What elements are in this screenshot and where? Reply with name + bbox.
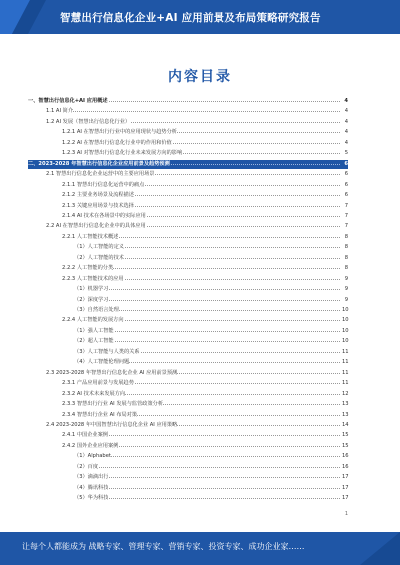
toc-entry-page: 4 <box>342 139 348 148</box>
toc-entry[interactable] <box>74 494 348 503</box>
toc-entry-title: （5）华为科技 <box>74 495 109 502</box>
toc-entry-title: 1.2.3 AI 对智慧出行信息化行业未来发展方向的影响 <box>62 150 183 157</box>
dot-leader <box>74 498 340 499</box>
toc-entry-page: 8 <box>342 264 348 273</box>
toc-entry-title: 2.1.1 智慧出行信息化运营中的痛点 <box>62 181 145 188</box>
toc-entry-title: （1）人工智能的定义 <box>74 244 124 251</box>
toc-entry-page: 10 <box>342 338 349 345</box>
toc-entry[interactable] <box>74 337 348 346</box>
toc-entry[interactable] <box>74 254 348 263</box>
toc-entry-title: （2）人工智能的技术 <box>74 254 124 261</box>
toc-entry[interactable] <box>62 400 348 409</box>
dot-leader <box>74 300 340 301</box>
toc-entry-title: 1.2 AI 发展（智慧出行信息化行业） <box>46 118 131 125</box>
toc-entry[interactable] <box>46 107 348 116</box>
toc-entry-title: 2.1.4 AI 技术在各场景中的实际应用 <box>62 212 146 219</box>
toc-entry[interactable] <box>62 316 348 325</box>
toc-entry-page: 15 <box>342 442 349 449</box>
toc-entry[interactable] <box>62 181 348 190</box>
toc-entry-title: （2）超人工智能 <box>74 338 114 345</box>
toc-entry[interactable] <box>74 306 348 315</box>
toc-entry[interactable] <box>62 149 348 158</box>
toc-entry-title: 2.1.2 主要业务场景及流程描述 <box>62 192 134 199</box>
toc-entry-page: 7 <box>342 212 348 221</box>
toc-entry-title: 1.1 AI 简介 <box>46 108 74 115</box>
toc-entry[interactable] <box>74 327 348 336</box>
dot-leader <box>74 456 340 457</box>
toc-entry-page: 11 <box>342 348 349 355</box>
toc-entry-title: 2.4 2023-2028 年中国智慧出行信息化企业 AI 应用策略 <box>46 421 178 428</box>
toc-entry-page: 17 <box>342 484 349 491</box>
toc-entry-title: （3）人工智能与人类的关系 <box>74 348 140 355</box>
toc-entry-title: （2）深度学习 <box>74 296 109 303</box>
toc-entry[interactable] <box>62 411 348 420</box>
toc-entry-page: 4 <box>342 107 348 116</box>
toc-entry-page: 9 <box>342 275 348 284</box>
toc-entry-page: 11 <box>342 380 349 387</box>
toc-entry-title: 2.3.2 AI 技术未来发展方向 <box>62 390 126 397</box>
toc-entry-title: 2.3.4 智慧出行企业 AI 布局对策 <box>62 411 138 418</box>
toc-entry-title: 2.3 2023-2028 年智慧出行信息化企业 AI 应用前景预测 <box>46 369 178 376</box>
footer-decoration <box>360 532 400 565</box>
toc-entry-title: 2.1.3 关键应用场景与技术选择 <box>62 202 134 209</box>
toc-entry-page: 8 <box>342 233 348 242</box>
toc-entry-title: 1.2.2 AI 在智慧出行信息化行业中的作用和价值 <box>62 139 172 146</box>
toc-entry-title: （1）Alphabet <box>74 453 111 460</box>
toc-entry-page: 6 <box>342 181 348 190</box>
toc-entry-title: 2.4.1 中国企业案例 <box>62 432 108 439</box>
toc-entry[interactable] <box>28 97 348 106</box>
toc-entry[interactable] <box>62 212 348 221</box>
toc-entry-title: 2.2.4 人工智能的发展方向 <box>62 317 124 324</box>
toc-entry[interactable] <box>62 275 348 284</box>
dot-leader <box>74 289 340 290</box>
toc-entry-page: 15 <box>342 432 349 439</box>
toc-entry-title: 2.1 智慧出行信息化企业运营中的主要应用场景 <box>46 171 155 178</box>
toc-entry[interactable] <box>74 285 348 294</box>
dot-leader <box>46 111 340 112</box>
toc-entry[interactable] <box>62 431 348 440</box>
toc-entry-title: 2.2.3 人工智能技术的应用 <box>62 275 124 282</box>
toc-entry[interactable] <box>62 390 348 399</box>
toc-entry-title: 一、智慧出行信息化+AI 应用概述 <box>28 98 108 104</box>
toc-entry-page: 10 <box>342 307 349 313</box>
toc-entry[interactable] <box>46 118 348 127</box>
toc-entry-title: 2.2.2 人工智能的分类 <box>62 265 114 272</box>
toc-entry-title: 2.2 AI 在智慧出行信息化企业中的具体应用 <box>46 223 146 230</box>
toc-entry-page: 17 <box>342 495 349 502</box>
toc-entry[interactable] <box>46 421 348 430</box>
toc-entry-page: 17 <box>342 474 349 481</box>
toc-entry[interactable] <box>74 358 348 367</box>
header-band <box>0 0 400 34</box>
toc-entry[interactable] <box>46 369 348 378</box>
footer-slogan: 让每个人都能成为 战略专家、管理专家、营销专家、投资专家、成功企业家…… <box>22 542 305 551</box>
toc-entry-page: 13 <box>342 401 349 408</box>
toc-entry[interactable] <box>62 139 348 148</box>
toc-entry-page: 8 <box>342 254 348 263</box>
toc-entry-page: 10 <box>342 327 349 334</box>
dot-leader <box>74 341 340 342</box>
toc-entry-title: （1）强人工智能 <box>74 327 114 334</box>
toc-entry[interactable] <box>46 222 348 231</box>
toc-entry[interactable] <box>62 191 348 200</box>
toc-entry-page: 4 <box>342 118 348 127</box>
toc-entry-page: 8 <box>342 243 348 252</box>
report-title: 智慧出行信息化企业+AI 应用前景及布局策略研究报告 <box>60 12 321 24</box>
logo-icon <box>0 0 46 34</box>
toc-entry-page: 16 <box>342 463 349 470</box>
toc-entry[interactable] <box>46 170 348 179</box>
toc-entry[interactable] <box>62 202 348 211</box>
toc-entry-title: （4）人工智能伦理问题 <box>74 359 130 366</box>
toc-entry-page: 6 <box>342 170 348 179</box>
toc-entry-page: 13 <box>342 411 349 418</box>
toc-entry-page: 14 <box>342 421 349 428</box>
toc-entry-title: （1）机器学习 <box>74 286 109 293</box>
toc-entry-title: 2.2.1 人工智能技术概述 <box>62 233 119 240</box>
toc-entry-page: 16 <box>342 453 349 460</box>
toc-entry-title: （3）自然语言处理 <box>74 307 119 313</box>
toc-entry-page: 9 <box>342 296 348 305</box>
toc-entry-page: 9 <box>342 285 348 294</box>
toc-entry-title: 1.2.1 AI 在智慧出行行业中的应用现状与趋势分析 <box>62 129 177 136</box>
toc-entry[interactable] <box>62 233 348 242</box>
dot-leader <box>74 488 340 489</box>
toc-entry-page: 11 <box>342 369 349 376</box>
toc-entry-title: （4）腾讯科技 <box>74 484 109 491</box>
toc-entry[interactable] <box>74 452 348 461</box>
toc-entry-page: 5 <box>342 149 348 158</box>
toc-entry-page: 6 <box>342 160 348 169</box>
toc-entry-title: （3）滴滴出行 <box>74 474 109 481</box>
toc-entry[interactable] <box>74 348 348 357</box>
toc-entry[interactable] <box>74 473 348 482</box>
toc-entry-page: 10 <box>342 317 349 324</box>
toc-entry-page: 7 <box>342 222 348 231</box>
toc-entry[interactable] <box>74 463 348 472</box>
dot-leader <box>74 477 340 478</box>
toc-entry[interactable] <box>28 160 348 169</box>
footer-band <box>0 532 400 565</box>
toc-entry[interactable] <box>62 442 348 451</box>
toc-entry[interactable] <box>62 264 348 273</box>
toc-entry-page: 4 <box>342 97 348 106</box>
toc-entry-title: 2.3.1 产品应用前景与发展趋势 <box>62 380 134 387</box>
toc-entry-title: 二、2023-2028 年智慧出行信息化企业应用前景及趋势预测 <box>28 160 170 167</box>
toc-entry[interactable] <box>74 296 348 305</box>
toc-entry-page: 4 <box>342 128 348 137</box>
toc-entry-page: 12 <box>342 390 349 397</box>
toc-entry-title: 2.4.2 国外企业应用案例 <box>62 442 119 449</box>
toc-entry[interactable] <box>62 128 348 137</box>
toc-entry-page: 11 <box>342 359 349 366</box>
toc-entry[interactable] <box>62 379 348 388</box>
dot-leader <box>74 467 340 468</box>
toc-entry-page: 7 <box>342 202 348 211</box>
toc-entry[interactable] <box>74 484 348 493</box>
toc-entry-title: 2.3.3 智慧出行行业 AI 发展与监管政策分析 <box>62 401 164 408</box>
dot-leader <box>74 331 340 332</box>
toc-entry-page: 6 <box>342 191 348 200</box>
toc-entry-title: （2）百度 <box>74 463 99 470</box>
toc-entry[interactable] <box>74 243 348 252</box>
page-number: 1 <box>344 511 348 517</box>
toc-heading: 内容目录 <box>168 69 232 85</box>
